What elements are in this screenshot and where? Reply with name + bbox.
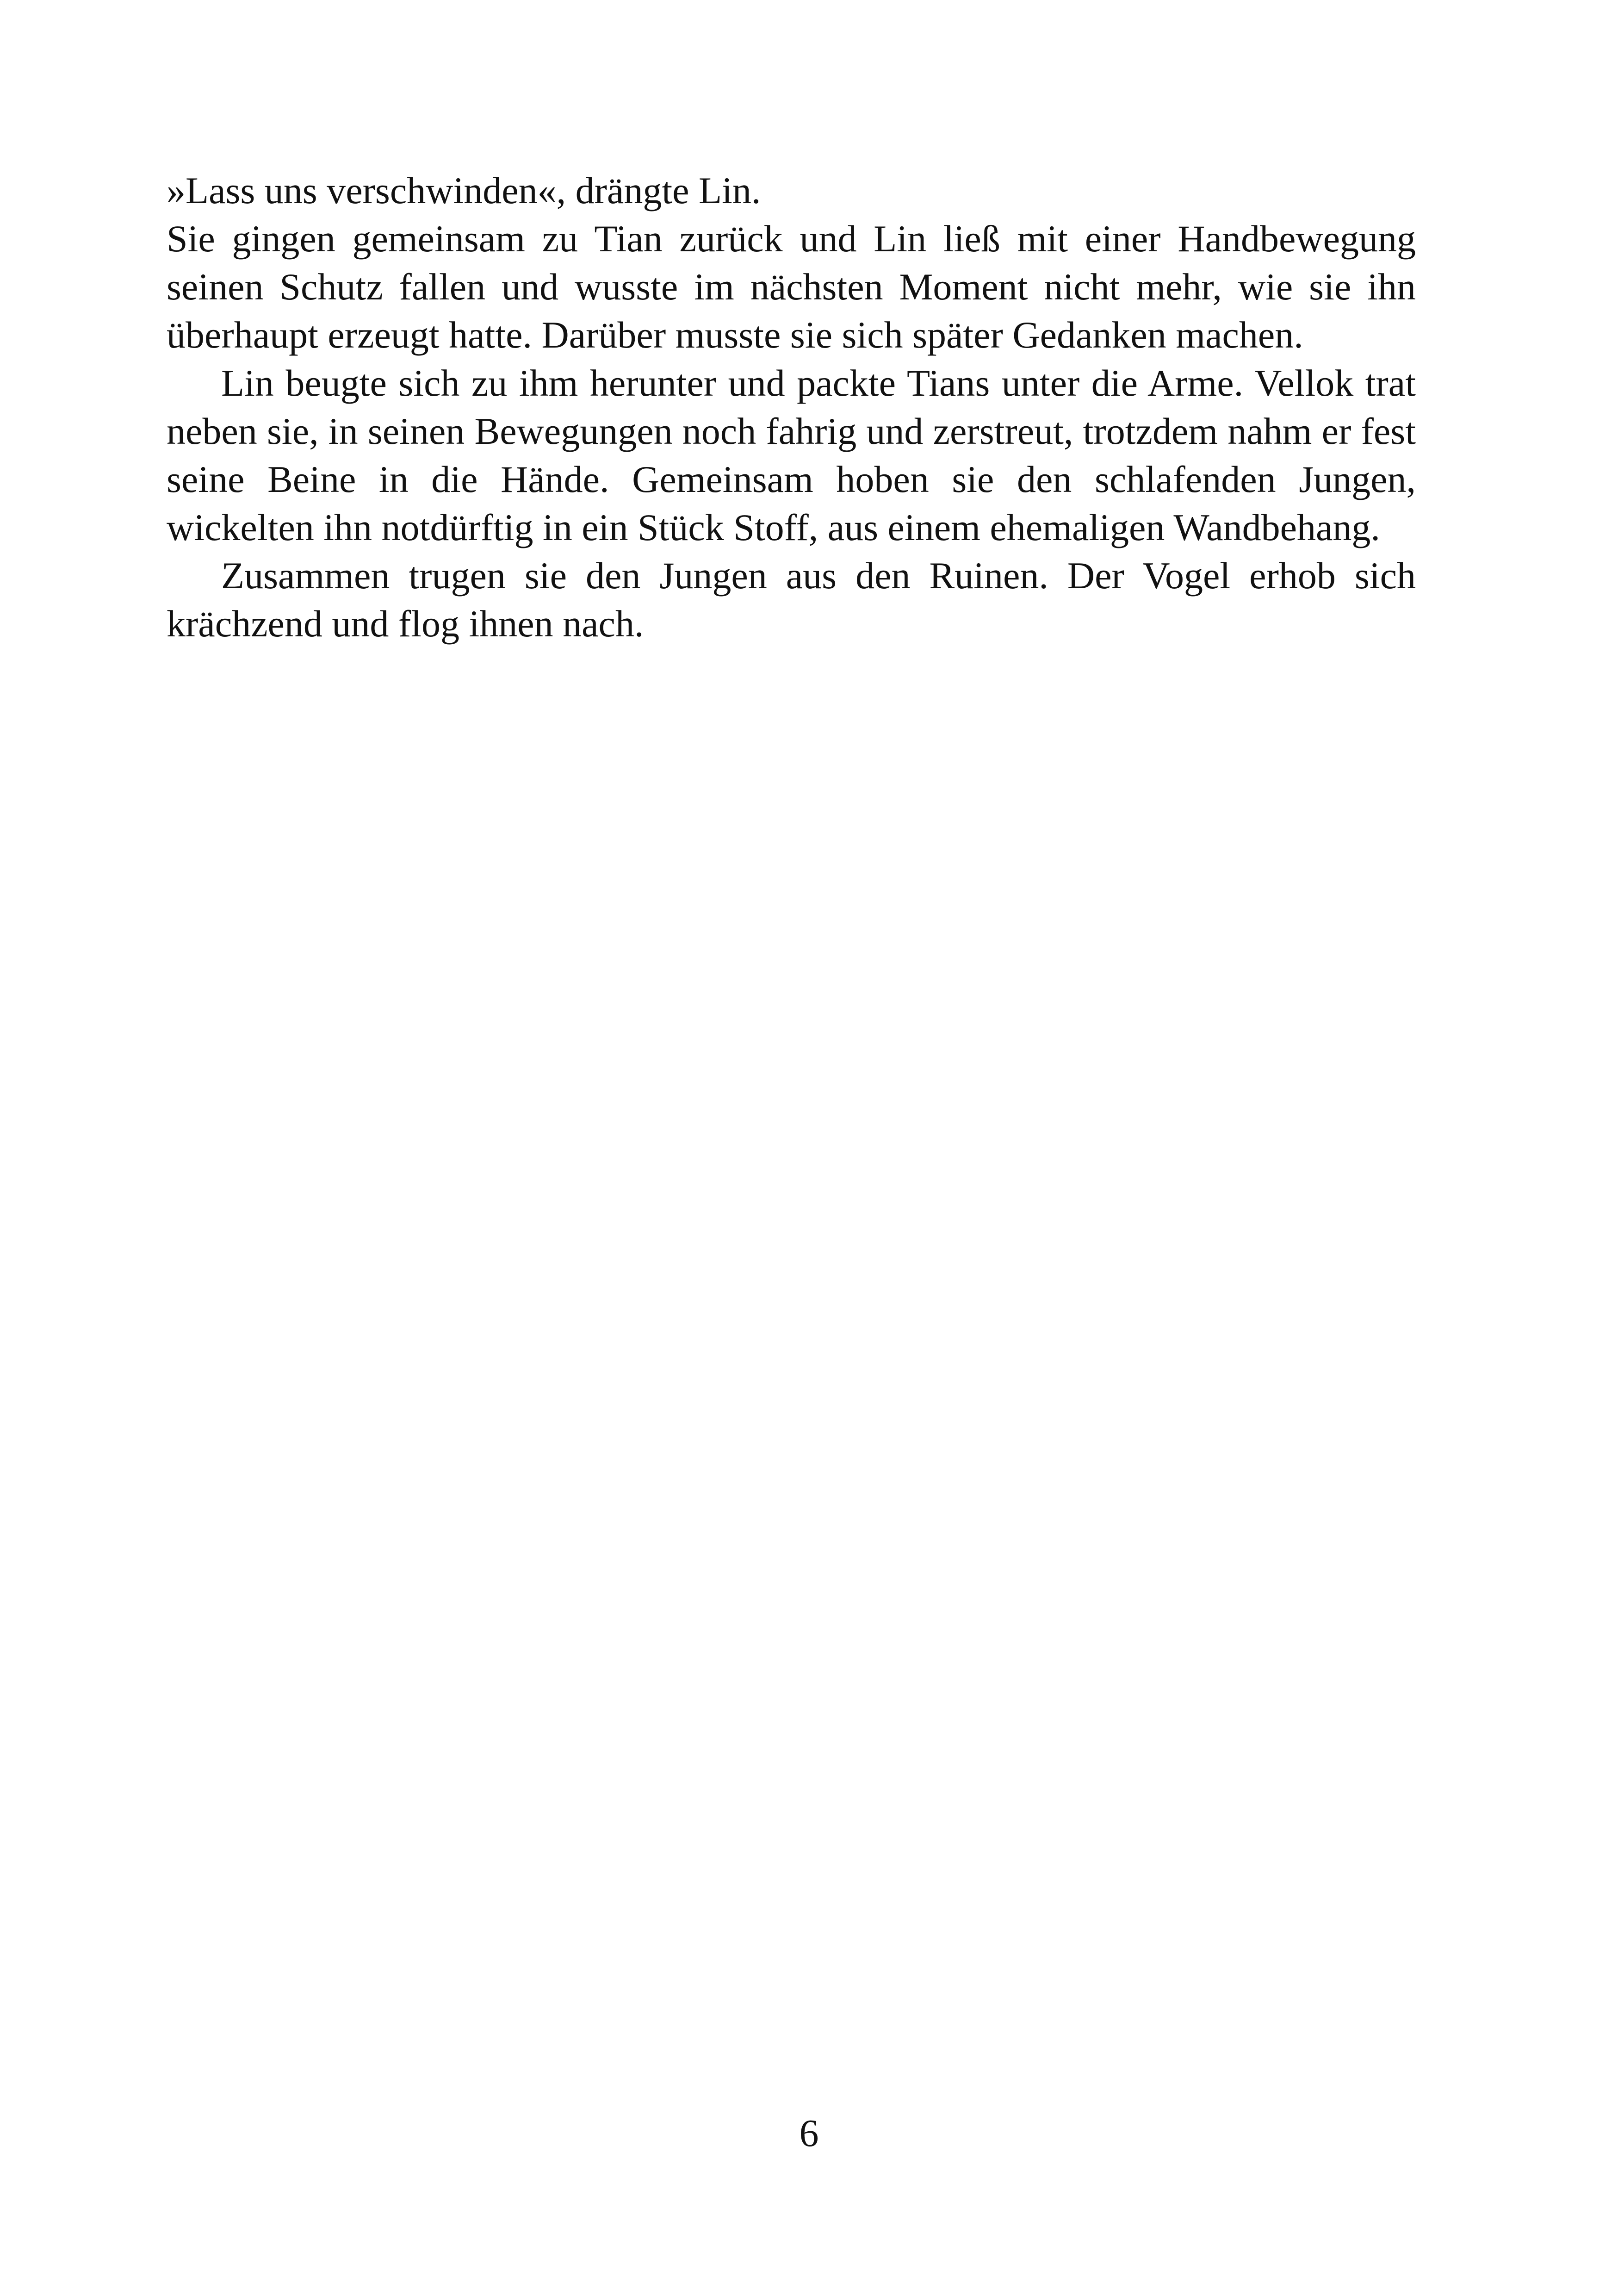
paragraph-lifting-boy: Lin beugte sich zu ihm herunter und packte Tians unter die Arme. Vellok trat neben sie, in seinen Bewegungen noch fahrig und zerstreut, trotzdem nahm er fest seine Beine in die Hände. Gemeinsam hoben sie den schlafenden Jungen, wickelten ihn notdürftig in ein Stück Stoff, aus einem ehemaligen Wandbehang. (167, 362, 1416, 548)
paragraph-return-to-tian: Sie gingen gemeinsam zu Tian zurück und Lin ließ mit einer Handbewegung seinen Schutz fallen und wusste im nächsten Moment nicht mehr, wie sie ihn überhaupt erzeugt hatte. Darüber musste sie sich später Gedanken machen. (167, 218, 1416, 356)
page-body-text (167, 167, 1416, 648)
paragraph-leaving-ruins: Zusammen trugen sie den Jungen aus den Ruinen. Der Vogel erhob sich krächzend und flog ihnen nach. (167, 554, 1416, 645)
paragraph-dialogue: »Lass uns verschwinden«, drängte Lin. (167, 169, 761, 212)
page-number: 6 (799, 2112, 819, 2155)
